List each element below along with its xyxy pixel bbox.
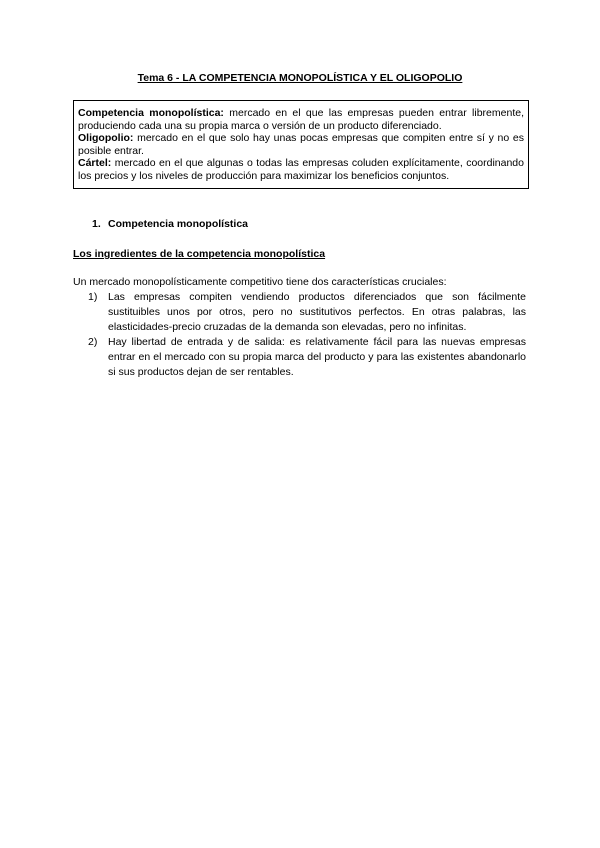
definition-text: mercado en el que algunas o todas las empresas coluden explícitamente, coordinando los precios y los niveles de producción para maximizar los beneficios conjuntos. [78,157,524,182]
definition-text: mercado en el que las empresas pueden entrar libremente, produciendo cada una su propia marca o versión de un producto diferenciado. [78,107,524,132]
definition-cartel [78,157,524,182]
list-item-text: Las empresas compiten vendiendo productos diferenciados que son fácilmente sustituibles unos por otros, pero no sustitutivos perfectos. En otras palabras, las elasticidades-precio cruzadas de la demanda son elevadas, pero no infinitas. [108,291,526,333]
subheading: Los ingredientes de la competencia monopolística [73,248,326,260]
section-number: 1. [92,218,101,230]
list-marker: 1) [88,291,98,303]
list-item-text: Hay libertad de entrada y de salida: es relativamente fácil para las nuevas empresas entrar en el mercado con su propia marca del producto y para las existentes abandonarlo si sus productos dejan de ser rentables. [108,336,526,378]
definitions-box [73,100,529,189]
definition-term: Competencia monopolística: [78,107,224,119]
section-heading [92,218,248,230]
list-marker: 2) [88,336,98,348]
list-item [88,290,526,335]
intro-paragraph: Un mercado monopolísticamente competitivo tiene dos características cruciales: [73,276,447,288]
section-title: Competencia monopolística [108,218,249,230]
list-item [88,335,526,380]
definition-text: mercado en el que solo hay unas pocas empresas que compiten entre sí y no es posible entrar. [78,132,524,157]
definition-term: Oligopolio: [78,132,134,145]
definition-term: Cártel: [78,157,112,170]
characteristics-list [88,290,526,380]
page-title: Tema 6 - LA COMPETENCIA MONOPOLÍSTICA Y EL OLIGOPOLIO [137,72,463,84]
definition-competencia [78,107,524,132]
definition-oligopolio [78,132,524,157]
